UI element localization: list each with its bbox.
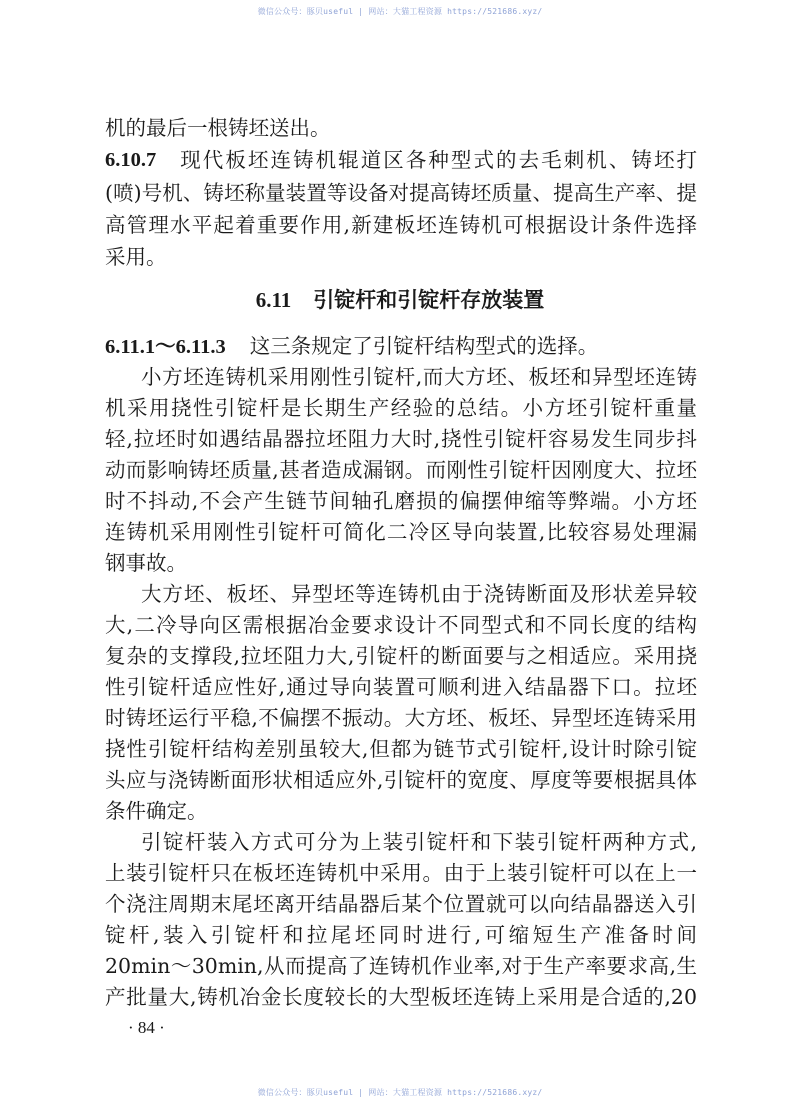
text-line — [105, 734, 697, 765]
text-line — [105, 982, 697, 1013]
text-line — [105, 424, 697, 455]
clause-number: 6.11.1～6.11.3 — [105, 336, 226, 358]
text-line — [105, 889, 697, 920]
line-text: 20min～30min,从而提高了连铸机作业率,对于生产率要求高,生 — [105, 954, 697, 978]
line-text: 现代板坯连铸机辊道区各种型式的去毛刺机、铸坯打 — [180, 148, 697, 173]
text-line — [105, 548, 697, 579]
text-line — [105, 455, 697, 486]
line-text: 高管理水平起着重要作用,新建板坯连铸机可根据设计条件选择 — [105, 212, 697, 237]
line-text: 大方坯、板坯、异型坯等连铸机由于浇铸断面及形状差异较 — [141, 582, 697, 606]
text-block-6-11 — [105, 331, 697, 1013]
text-line — [105, 517, 697, 548]
text-line — [105, 112, 697, 144]
line-text: 头应与浇铸断面形状相适应外,引锭杆的宽度、厚度等要根据具体 — [105, 768, 697, 792]
watermark-top: 微信公众号：豚贝useful | 网站：大猫工程资源 https://521686.xyz/ — [257, 7, 543, 16]
watermark-bottom: 微信公众号：豚贝useful | 网站：大猫工程资源 https://521686.xyz/ — [257, 1088, 543, 1097]
line-text: 机采用挠性引锭杆是长期生产经验的总结。小方坯引锭杆重量 — [105, 396, 697, 420]
text-line — [105, 362, 697, 393]
text-line — [105, 796, 697, 827]
text-line — [105, 951, 697, 982]
line-text: 条件确定。 — [105, 799, 208, 823]
line-text: 挠性引锭杆结构差别虽较大,但都为链节式引锭杆,设计时除引锭 — [105, 737, 697, 761]
section-heading — [0, 285, 800, 315]
line-text: 小方坯连铸机采用刚性引锭杆,而大方坯、板坯和异型坯连铸 — [141, 365, 697, 389]
line-text: 个浇注周期末尾坯离开结晶器后某个位置就可以向结晶器送入引 — [105, 892, 697, 916]
line-text: 轻,拉坯时如遇结晶器拉坯阻力大时,挠性引锭杆容易发生同步抖 — [105, 427, 697, 451]
page-number: · 84 · — [128, 1018, 165, 1037]
section-title: 引锭杆和引锭杆存放装置 — [313, 287, 545, 312]
line-text: 复杂的支撑段,拉坯阻力大,引锭杆的断面要与之相适应。采用挠 — [105, 644, 697, 668]
line-text: 时铸坯运行平稳,不偏摆不振动。大方坯、板坯、异型坯连铸采用 — [105, 706, 697, 730]
text-line — [105, 827, 697, 858]
line-text: 连铸机采用刚性引锭杆可简化二冷区导向装置,比较容易处理漏 — [105, 520, 697, 544]
text-line — [105, 920, 697, 951]
line-text: 上装引锭杆只在板坯连铸机中采用。由于上装引锭杆可以在上一 — [105, 861, 697, 885]
line-text: 性引锭杆适应性好,通过导向装置可顺利进入结晶器下口。拉坯 — [105, 675, 697, 699]
text-block-6-10 — [105, 112, 697, 273]
text-line — [105, 858, 697, 889]
line-text: 采用。 — [105, 245, 167, 270]
line-text: 锭杆,装入引锭杆和拉尾坯同时进行,可缩短生产准备时间 — [105, 923, 697, 947]
text-line — [105, 765, 697, 796]
text-line — [105, 241, 697, 273]
text-line — [105, 672, 697, 703]
text-line — [105, 641, 697, 672]
text-line — [105, 144, 697, 176]
text-line — [105, 209, 697, 241]
line-text: 钢事故。 — [105, 551, 187, 575]
line-text: 机的最后一根铸坯送出。 — [105, 116, 331, 140]
text-line — [105, 393, 697, 424]
text-line — [105, 331, 697, 362]
line-text: (喷)号机、铸坯称量装置等设备对提高铸坯质量、提高生产率、提 — [105, 180, 697, 205]
text-line — [105, 703, 697, 734]
text-line — [105, 177, 697, 209]
line-text: 时不抖动,不会产生链节间轴孔磨损的偏摆伸缩等弊端。小方坯 — [105, 489, 697, 513]
text-line — [105, 486, 697, 517]
section-number: 6.11 — [255, 288, 292, 312]
line-text: 引锭杆装入方式可分为上装引锭杆和下装引锭杆两种方式, — [141, 830, 697, 854]
clause-number: 6.10.7 — [105, 149, 157, 172]
line-text: 这三条规定了引锭杆结构型式的选择。 — [249, 334, 599, 358]
text-line — [105, 610, 697, 641]
line-text: 大,二冷导向区需根据冶金要求设计不同型式和不同长度的结构 — [105, 613, 697, 637]
text-line — [105, 579, 697, 610]
line-text: 产批量大,铸机冶金长度较长的大型板坯连铸上采用是合适的,20 — [105, 985, 697, 1009]
line-text: 动而影响铸坯质量,甚者造成漏钢。而刚性引锭杆因刚度大、拉坯 — [105, 458, 697, 482]
